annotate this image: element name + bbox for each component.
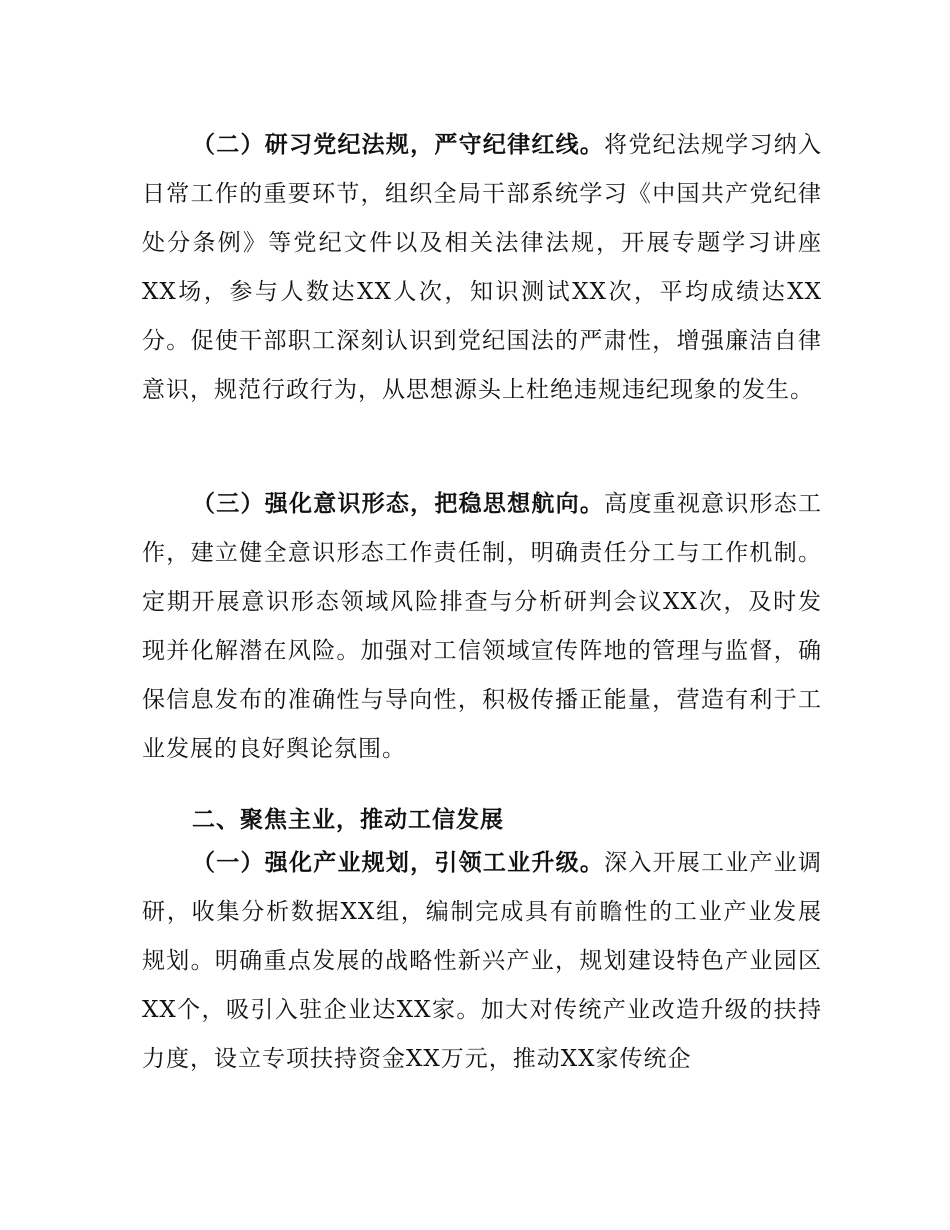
paragraph-lead: （一）强化产业规划，引领工业升级。 [192, 850, 605, 876]
paragraph-lead: （三）强化意识形态，把稳思想航向。 [192, 491, 605, 517]
paragraph-ideology [142, 480, 822, 774]
paragraph-body: 将党纪法规学习纳入日常工作的重要环节，组织全局干部系统学习《中国共产党纪律处分条例》等党纪文件以及相关法律法规，开展专题学习讲座XX场，参与人数达XX人次，知识测试XX次，平均成绩达XX分。促使干部职工深刻认识到党纪国法的严肃性，增强廉洁自律意识，规范行政行为，从思想源头上杜绝违规违纪现象的发生。 [142, 132, 823, 403]
paragraph-industry-planning [142, 839, 822, 1084]
section-heading: 二、聚焦主业，推动工信发展 [192, 807, 504, 833]
paragraph-discipline-study [142, 121, 822, 415]
paragraph-lead: （二）研习党纪法规，严守纪律红线。 [192, 132, 605, 158]
paragraph-body: 深入开展工业产业调研，收集分析数据XX组，编制完成具有前瞻性的工业产业发展规划。明确重点发展的战略性新兴产业，规划建设特色产业园区XX个，吸引入驻企业达XX家。加大对传统产业改造升级的扶持力度，设立专项扶持资金XX万元，推动XX家传统企 [142, 850, 823, 1072]
paragraph-body: 高度重视意识形态工作，建立健全意识形态工作责任制，明确责任分工与工作机制。定期开展意识形态领域风险排查与分析研判会议XX次，及时发现并化解潜在风险。加强对工信领域宣传阵地的管理与监督，确保信息发布的准确性与导向性，积极传播正能量，营造有利于工业发展的良好舆论氛围。 [142, 491, 823, 762]
